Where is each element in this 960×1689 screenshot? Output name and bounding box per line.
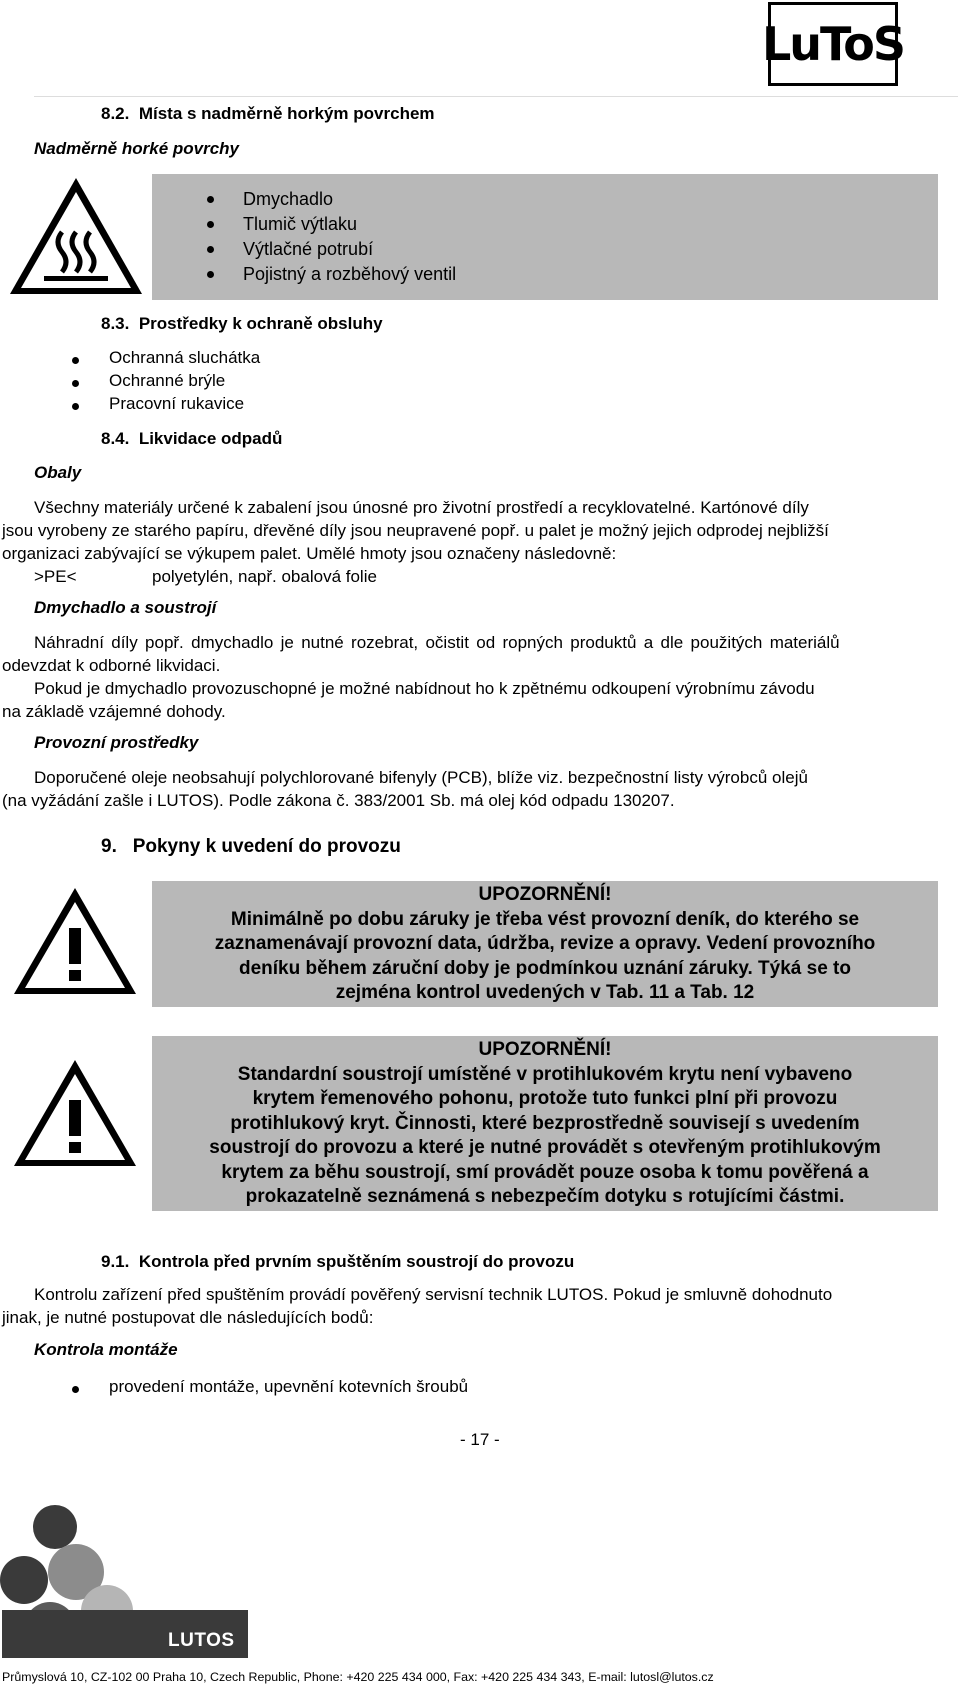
hot-parts-box [152, 174, 938, 300]
warning-line: deníku během záruční doby je podmínkou uznání záruky. Týká se to [239, 957, 851, 979]
hot-surface-warning-icon [6, 174, 146, 298]
ppe-item: Pracovní rukavice [109, 394, 245, 413]
packaging-subheading: Obaly [34, 463, 82, 482]
bullet-dot [72, 380, 79, 387]
bullet-dot [72, 357, 79, 364]
warning-title: UPOZORNĚNÍ! [478, 884, 612, 905]
warning-icon [10, 1056, 140, 1170]
bullet-dot [207, 271, 214, 278]
ppe-item: Ochranné brýle [109, 371, 226, 390]
packaging-para-line: Všechny materiály určené k zabalení jsou únosné pro životní prostředí a recyklovatelné. Kartónové díly [34, 498, 809, 517]
operating-fluids-line: Doporučené oleje neobsahují polychlorované bifenyly (PCB), blíže viz. bezpečnostní listy výrobců olejů [34, 768, 808, 787]
hot-part-item: Výtlačné potrubí [243, 239, 374, 259]
packaging-para-line: organizaci zabývající se výkupem palet. Umělé hmoty jsou označeny následovně: [2, 544, 617, 563]
section-heading-8-2 [101, 104, 435, 124]
header-rule [34, 96, 958, 97]
warning-line: krytem za běhu soustrojí, smí provádět pouze osoba k tomu pověřená a [221, 1161, 869, 1183]
warning-icon [10, 884, 140, 998]
warning-title: UPOZORNĚNÍ! [478, 1039, 612, 1060]
section-heading-8-4 [101, 429, 282, 449]
blower-para-line: Pokud je dmychadlo provozuschopné je možné nabídnout ho k zpětnému odkoupení výrobnímu závodu [34, 679, 815, 698]
page-number: - 17 - [460, 1430, 500, 1449]
footer-address: Průmyslová 10, CZ-102 00 Praha 10, Czech Republic, Phone: +420 225 434 000, Fax: +420 225 434 343, E-mail: lutosl@lutos.cz [2, 1670, 714, 1684]
heading-number: 8.3. [101, 314, 130, 333]
pe-text: polyetylén, např. obalová folie [152, 567, 377, 586]
operating-fluids-line: (na vyžádání zašle i LUTOS). Podle zákona č. 383/2001 Sb. má olej kód odpadu 130207. [2, 791, 675, 810]
ppe-item: Ochranná sluchátka [109, 348, 261, 367]
installation-check-item: provedení montáže, upevnění kotevních šroubů [109, 1377, 469, 1396]
heading-number: 8.4. [101, 429, 130, 448]
packaging-para-line: jsou vyrobeny ze starého papíru, dřevěné díly jsou neupravené popř. u palet je možný jejich odprodej nejbližší [2, 521, 829, 540]
blower-para-line: na základě vzájemné dohody. [2, 702, 226, 721]
warning-line: zaznamenávají provozní data, údržba, revize a opravy. Vedení provozního [214, 933, 876, 954]
hot-part-item: Tlumič výtlaku [243, 214, 358, 234]
bullet-dot [207, 221, 214, 228]
warning-line: prokazatelně seznámená s nebezpečím dotyku s rotujícími částmi. [245, 1186, 845, 1207]
heading-number: 9.1. [101, 1252, 130, 1271]
heading-text: Kontrola před prvním spuštěním soustrojí do provozu [138, 1252, 575, 1271]
warning-line: soustrojí do provozu a které je nutné provádět s otevřeným protihlukovým [209, 1137, 881, 1158]
blower-subheading: Dmychadlo a soustrojí [34, 598, 217, 617]
section-heading-9-1 [101, 1252, 574, 1272]
warning-line: protihlukový kryt. Činnosti, které bezprostředně souvisejí s uvedením [230, 1112, 860, 1134]
heading-text: Místa s nadměrně horkým povrchem [138, 104, 435, 123]
warning-line: krytem řemenového pohonu, protože tuto funkci plní při provozu [252, 1088, 838, 1109]
heading-text: Likvidace odpadů [138, 429, 283, 448]
warning-line: Minimálně po dobu záruky je třeba vést provozní deník, do kterého se [230, 908, 860, 930]
heading-text: Pokyny k uvedení do provozu [132, 836, 401, 857]
section-heading-8-3 [101, 314, 383, 334]
bullet-dot [207, 196, 214, 203]
company-logo-text: LuToS [761, 17, 905, 71]
blower-para-line: Náhradní díly popř. dmychadlo je nutné rozebrat, očistit od ropných produktů a dle použitých materiálů [34, 633, 840, 652]
pe-code: >PE< [34, 567, 77, 586]
warning-box-noise-enclosure [152, 1036, 938, 1211]
hot-part-item: Pojistný a rozběhový ventil [243, 264, 457, 284]
installation-check-subheading: Kontrola montáže [34, 1340, 178, 1359]
hot-surfaces-subheading: Nadměrně horké povrchy [34, 139, 240, 158]
check-para-line: jinak, je nutné postupovat dle následujících bodů: [2, 1308, 374, 1327]
blower-para-line: odevzdat k odborné likvidaci. [2, 656, 221, 675]
operating-fluids-subheading: Provozní prostředky [34, 733, 199, 752]
heading-number: 8.2. [101, 104, 130, 123]
bullet-dot [72, 403, 79, 410]
bullet-dot [207, 246, 214, 253]
company-logo [761, 2, 905, 86]
check-para-line: Kontrolu zařízení před spuštěním provádí pověřený servisní technik LUTOS. Pokud je smluvně dohodnuto [34, 1285, 833, 1304]
heading-text: Prostředky k ochraně obsluhy [138, 314, 383, 333]
brand-bar [2, 1610, 248, 1658]
section-heading-9 [101, 836, 401, 858]
heading-number: 9. [101, 836, 117, 857]
warning-line: zejména kontrol uvedených v Tab. 11 a Tab. 12 [335, 982, 755, 1003]
brand-name: LUTOS [168, 1630, 235, 1651]
warning-line: Standardní soustrojí umístěné v protihlukovém krytu není vybaveno [237, 1063, 853, 1085]
bullet-dot [72, 1386, 79, 1393]
hot-part-item: Dmychadlo [243, 189, 334, 209]
warning-box-logbook [152, 881, 938, 1007]
